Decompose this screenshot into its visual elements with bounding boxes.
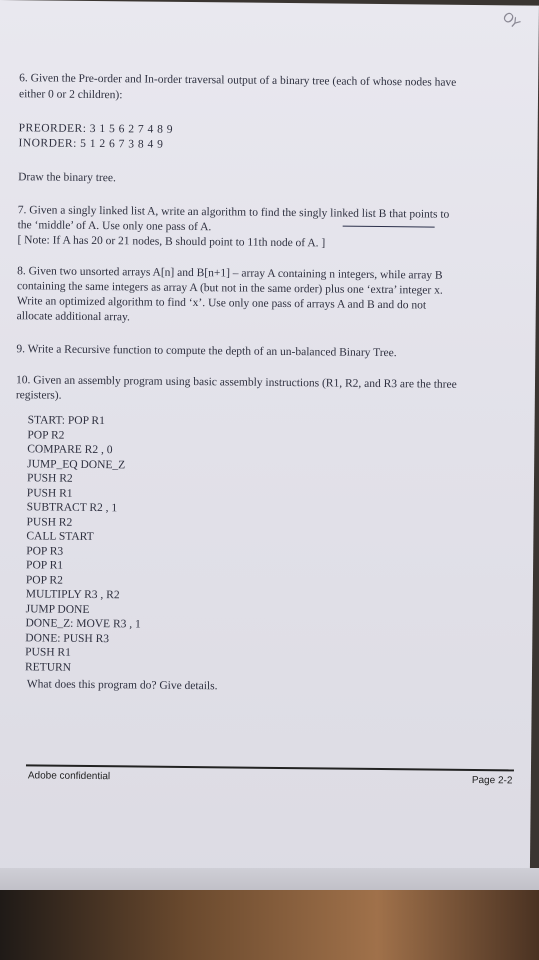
handwritten-underline: [343, 226, 435, 228]
q10-line2: registers).: [15, 389, 62, 402]
q6-line1: 6. Given the Pre-order and In-order traversal output of a binary tree (each of whose nodes have: [19, 72, 457, 89]
q8-line4: allocate additional array.: [16, 310, 130, 324]
table-surface: [0, 890, 539, 960]
q10-line1: 10. Given an assembly program using basic assembly instructions (R1, R2, and R3 are the three: [15, 374, 457, 391]
code-line: DONE: PUSH R3: [25, 631, 110, 645]
footer-confidential: Adobe confidential: [27, 770, 111, 783]
code-line: JUMP_EQ DONE_Z: [27, 457, 126, 471]
code-line: POP R3: [26, 544, 64, 558]
q7-line3: [ Note: If A has 20 or 21 nodes, B should point to 11th node of A. ]: [17, 234, 326, 250]
q6-inorder: INORDER: 5 1 2 6 7 3 8 4 9: [18, 137, 164, 151]
q7-line1: 7. Given a singly linked list A, write an algorithm to find the singly linked list B that points to: [17, 204, 450, 221]
code-line: DONE_Z: MOVE R3 , 1: [25, 617, 141, 631]
q6-line2: either 0 or 2 children):: [18, 88, 123, 102]
footer-page-number: Page 2-2: [471, 774, 513, 787]
q6-task: Draw the binary tree.: [18, 171, 116, 185]
code-line: PUSH R2: [26, 472, 73, 485]
code-line: POP R2: [25, 573, 63, 587]
code-line: MULTIPLY R3 , R2: [25, 588, 120, 602]
q8-line3: Write an optimized algorithm to find ‘x’. Use only one pass of arrays A and B and do not: [16, 295, 427, 312]
q8-line1: 8. Given two unsorted arrays A[n] and B[n+1] – array A containing n integers, while array B: [17, 265, 443, 282]
q7-line2: the ‘middle’ of A. Use only one pass of A.: [17, 219, 212, 234]
code-line: PUSH R1: [26, 486, 73, 500]
code-line: RETURN: [24, 660, 72, 674]
code-line: SUBTRACT R2 , 1: [26, 501, 118, 515]
code-line: PUSH R2: [26, 515, 73, 529]
code-line: COMPARE R2 , 0: [27, 443, 113, 457]
q10-question: What does this program do? Give details.: [26, 678, 218, 693]
q8-line2: containing the same integers as array A (but not in the same order) plus one ‘extra’ integer x.: [16, 280, 443, 297]
code-line: PUSH R1: [25, 646, 71, 659]
q9-line1: 9. Write a Recursive function to compute the depth of an un-balanced Binary Tree.: [16, 343, 397, 360]
code-line: POP R2: [27, 428, 65, 442]
q6-preorder: PREORDER: 3 1 5 6 2 7 4 8 9: [18, 122, 174, 136]
code-line: CALL START: [26, 530, 94, 544]
code-line: POP R1: [26, 559, 64, 572]
code-line: JUMP DONE: [25, 602, 90, 616]
code-line: START: POP R1: [27, 414, 105, 428]
handwritten-corner-note: OY: [499, 9, 523, 33]
